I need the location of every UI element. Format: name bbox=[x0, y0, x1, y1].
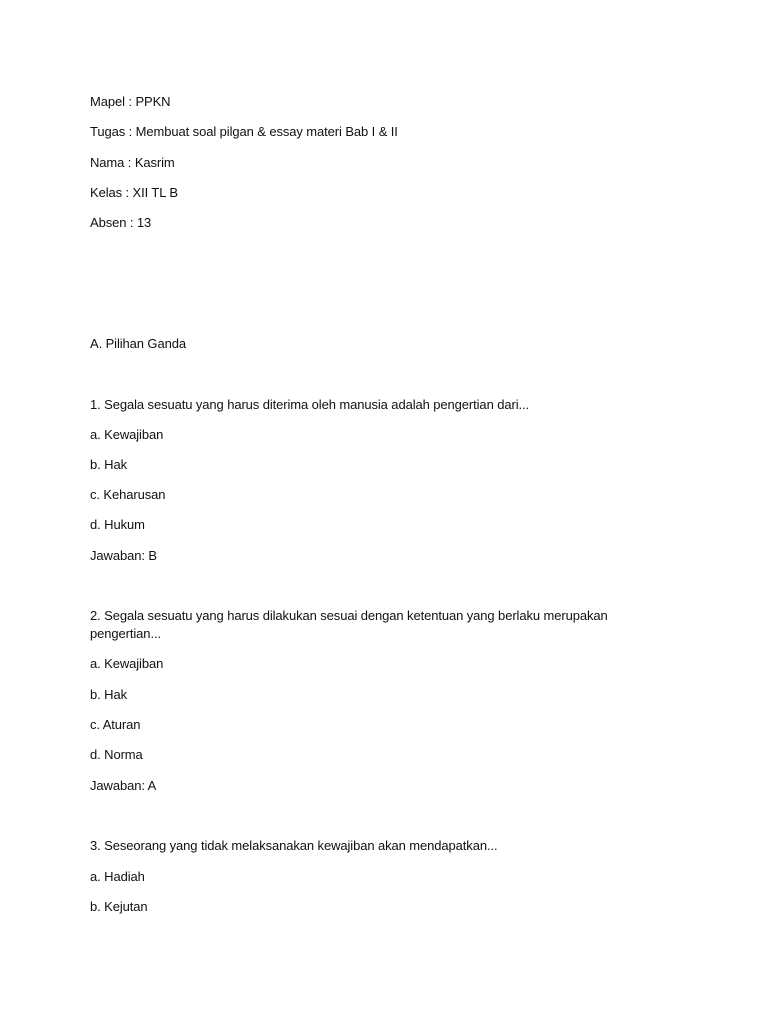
question-1-option-b: b. Hak bbox=[90, 457, 127, 472]
question-3-text: 3. Seseorang yang tidak melaksanakan kewajiban akan mendapatkan... bbox=[90, 838, 498, 853]
question-1-option-a: a. Kewajiban bbox=[90, 427, 164, 442]
question-2-text: 2. Segala sesuatu yang harus dilakukan sesuai dengan ketentuan yang berlaku merupakan pengertian... bbox=[90, 608, 608, 641]
subject-line: Mapel : PPKN bbox=[90, 94, 171, 109]
class-line: Kelas : XII TL B bbox=[90, 185, 178, 200]
question-1-option-c: c. Keharusan bbox=[90, 487, 166, 502]
question-2-option-d: d. Norma bbox=[90, 747, 143, 762]
question-2-option-c: c. Aturan bbox=[90, 717, 141, 732]
question-2-option-a: a. Kewajiban bbox=[90, 656, 164, 671]
name-line: Nama : Kasrim bbox=[90, 155, 175, 170]
question-2-answer: Jawaban: A bbox=[90, 778, 157, 793]
question-3-option-b: b. Kejutan bbox=[90, 899, 148, 914]
question-3-option-a: a. Hadiah bbox=[90, 869, 145, 884]
task-line: Tugas : Membuat soal pilgan & essay materi Bab I & II bbox=[90, 124, 398, 139]
section-title: A. Pilihan Ganda bbox=[90, 336, 186, 351]
attendance-line: Absen : 13 bbox=[90, 215, 152, 230]
question-2-option-b: b. Hak bbox=[90, 687, 127, 702]
question-1-text: 1. Segala sesuatu yang harus diterima oleh manusia adalah pengertian dari... bbox=[90, 397, 530, 412]
question-1-option-d: d. Hukum bbox=[90, 517, 145, 532]
question-1-answer: Jawaban: B bbox=[90, 548, 157, 563]
